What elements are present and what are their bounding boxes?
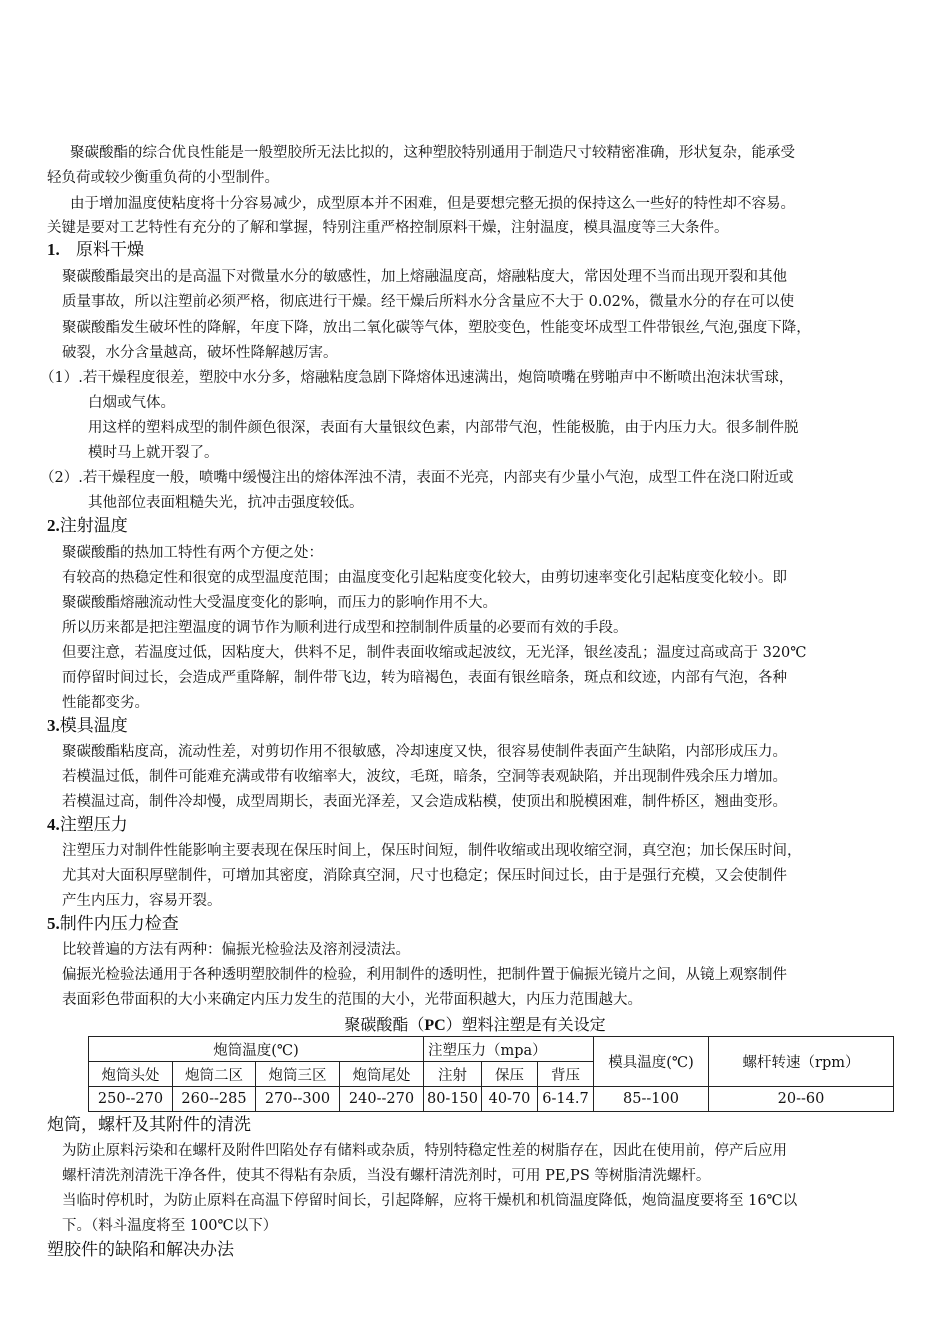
intro-paragraph-2-line-1: 由于增加温度使粘度将十分容易减少，成型原本并不困难，但是要想完整无损的保持这么一些好的特性却不容易。: [70, 196, 795, 212]
caption-bold: PC: [424, 1017, 446, 1034]
table-cell: 20--60: [709, 1087, 894, 1112]
section-3-line: 若模温过低，制件可能难充满或带有收缩率大，波纹，毛斑，暗条，空洞等表观缺陷，并出现制件残余压力增加。: [62, 769, 787, 785]
table-row: [89, 1087, 894, 1112]
table-header-row: [89, 1037, 894, 1062]
section-3-heading: [47, 714, 128, 738]
section-title: 模具温度: [59, 716, 128, 736]
section-5-line: 比较普遍的方法有两种：偏振光检验法及溶剂浸渍法。: [62, 942, 410, 958]
subheader-cell: 背压: [538, 1062, 594, 1087]
section-3-line: 聚碳酸酯粘度高，流动性差，对剪切作用不很敏感，冷却速度又快，很容易使制件表面产生缺陷，内部形成压力。: [62, 744, 787, 760]
section-number: 4.: [47, 815, 60, 834]
section-title: 制件内压力检查: [59, 914, 179, 934]
section-6-heading: 炮筒，螺杆及其附件的清洗: [47, 1115, 251, 1135]
section-2-line: 但要注意，若温度过低，因粘度大，供料不足，制件表面收缩或起波纹，无光泽，银丝凌乱；温度过高或高于 320℃: [62, 645, 807, 661]
caption-text: 聚碳酸酯（: [344, 1015, 425, 1034]
section-number: 1.: [47, 240, 60, 259]
section-5-line: 偏振光检验法通用于各种透明塑胶制件的检验，利用制件的透明性，把制件置于偏振光镜片之间，从镜上观察制件: [62, 967, 787, 983]
section-1-heading: [47, 238, 144, 262]
section-number: 3.: [47, 716, 60, 735]
header-screw-speed: 螺杆转速（rpm）: [709, 1037, 894, 1087]
section-1-item-1-line: 模时马上就开裂了。: [88, 445, 219, 461]
section-1-line: 聚碳酸酯发生破坏性的降解，年度下降，放出二氧化碳等气体，塑胶变色，性能变坏成型工件带银丝,气泡,强度下降，: [62, 320, 811, 336]
subheader-cell: 炮筒二区: [173, 1062, 256, 1087]
section-2-line: 有较高的热稳定性和很宽的成型温度范围；由温度变化引起粘度变化较大，由剪切速率变化引起粘度变化较小。即: [62, 570, 787, 586]
section-2-line: 而停留时间过长，会造成严重降解，制件带飞边，转为暗褐色，表面有银丝暗条，斑点和纹迹，内部有气泡，各种: [62, 670, 787, 686]
table-cell: 270--300: [256, 1087, 340, 1112]
subheader-cell: 炮筒头处: [89, 1062, 173, 1087]
header-mold-temp: 模具温度(℃): [594, 1037, 709, 1087]
section-6-line: 当临时停机时，为防止原料在高温下停留时间长，引起降解，应将干燥机和机筒温度降低，炮筒温度要将至 16℃以: [62, 1193, 798, 1209]
header-injection-pressure: 注塑压力（mpa）: [424, 1037, 594, 1062]
table-cell: 80-150: [424, 1087, 482, 1112]
subheader-cell: 炮筒三区: [256, 1062, 340, 1087]
section-4-line: 尤其对大面积厚壁制件，可增加其密度，消除真空洞，尺寸也稳定；保压时间过长，由于是强行充模，又会使制件: [62, 868, 787, 884]
subheader-cell: 炮筒尾处: [340, 1062, 424, 1087]
subheader-cell: 注射: [424, 1062, 482, 1087]
table-cell: 240--270: [340, 1087, 424, 1112]
section-title: 原料干燥: [75, 240, 144, 260]
section-2-heading: [47, 514, 128, 538]
section-title: 注射温度: [59, 516, 128, 536]
section-1-line: 聚碳酸酯最突出的是高温下对微量水分的敏感性，加上熔融温度高，熔融粘度大，常因处理不当而出现开裂和其他: [62, 269, 787, 285]
section-2-line: 性能都变劣。: [62, 695, 149, 711]
section-4-heading: [47, 813, 128, 837]
section-6-line: 下。（料斗温度将至 100℃以下）: [62, 1218, 278, 1234]
section-1-item-1-line: 用这样的塑料成型的制件颜色很深，表面有大量银纹色素，内部带气泡，性能极脆，由于内压力大。很多制件脱: [88, 420, 799, 436]
section-title: 注塑压力: [59, 815, 128, 835]
caption-text: ）塑料注塑是有关设定: [445, 1015, 606, 1034]
section-1-item-1-line: 白烟或气体。: [88, 395, 175, 411]
section-1-item-1-line: （1）.若干燥程度很差，塑胶中水分多，熔融粘度急剧下降熔体迅速满出，炮筒喷嘴在劈啪声中不断喷出泡沫状雪球，: [40, 370, 794, 386]
intro-paragraph-1-line-1: 聚碳酸酯的综合优良性能是一般塑胶所无法比拟的，这种塑胶特别通用于制造尺寸较精密准确，形状复杂，能承受: [70, 145, 795, 161]
section-6-line: 为防止原料污染和在螺杆及附件凹陷处存有储料或杂质，特别特稳定性差的树脂存在，因此在使用前，停产后应用: [62, 1143, 787, 1159]
section-6-line: 螺杆清洗剂清洗干净各件，使其不得粘有杂质，当没有螺杆清洗剂时，可用 PE,PS 等树脂清洗螺杆。: [62, 1168, 711, 1184]
section-1-line: 破裂，水分含量越高，破坏性降解越厉害。: [62, 345, 338, 361]
section-number: 5.: [47, 914, 60, 933]
section-2-line: 聚碳酸酯的热加工特性有两个方便之处：: [62, 545, 323, 561]
table-caption: [0, 1012, 950, 1035]
section-4-line: 产生内压力，容易开裂。: [62, 893, 222, 909]
table-cell: 260--285: [173, 1087, 256, 1112]
section-5-heading: [47, 912, 179, 936]
table-cell: 6-14.7: [538, 1087, 594, 1112]
section-2-line: 聚碳酸酯熔融流动性大受温度变化的影响，而压力的影响作用不大。: [62, 595, 497, 611]
table-cell: 40-70: [482, 1087, 538, 1112]
intro-paragraph-2-line-2: 关键是要对工艺特性有充分的了解和掌握，特别注重严格控制原料干燥，注射温度，模具温度等三大条件。: [47, 220, 729, 236]
section-4-line: 注塑压力对制件性能影响主要表现在保压时间上，保压时间短，制件收缩或出现收缩空洞，真空泡；加长保压时间，: [62, 843, 802, 859]
intro-paragraph-1-line-2: 轻负荷或较少衡重负荷的小型制件。: [47, 170, 279, 186]
section-7-heading: 塑胶件的缺陷和解决办法: [47, 1240, 234, 1260]
header-barrel-temp: 炮筒温度(℃): [89, 1037, 424, 1062]
table-cell: 85--100: [594, 1087, 709, 1112]
section-number: 2.: [47, 516, 60, 535]
section-3-line: 若模温过高，制件冷却慢，成型周期长，表面光泽差，又会造成粘模，使顶出和脱模困难，制件桥区，翘曲变形。: [62, 794, 787, 810]
table-cell: 250--270: [89, 1087, 173, 1112]
section-5-line: 表面彩色带面积的大小来确定内压力发生的范围的大小，光带面积越大，内压力范围越大。: [62, 992, 642, 1008]
section-2-line: 所以历来都是把注塑温度的调节作为顺利进行成型和控制制件质量的必要而有效的手段。: [62, 620, 628, 636]
section-1-item-2-line: 其他部位表面粗糙失光，抗冲击强度较低。: [88, 495, 364, 511]
section-1-item-2-line: （2）.若干燥程度一般，喷嘴中缓慢注出的熔体浑浊不清，表面不光亮，内部夹有少量小气泡，成型工件在浇口附近或: [40, 470, 794, 486]
section-1-line: 质量事故，所以注塑前必须严格，彻底进行干燥。经干燥后所料水分含量应不大于 0.02%，微量水分的存在可以使: [62, 294, 795, 310]
subheader-cell: 保压: [482, 1062, 538, 1087]
settings-table: [88, 1036, 894, 1112]
